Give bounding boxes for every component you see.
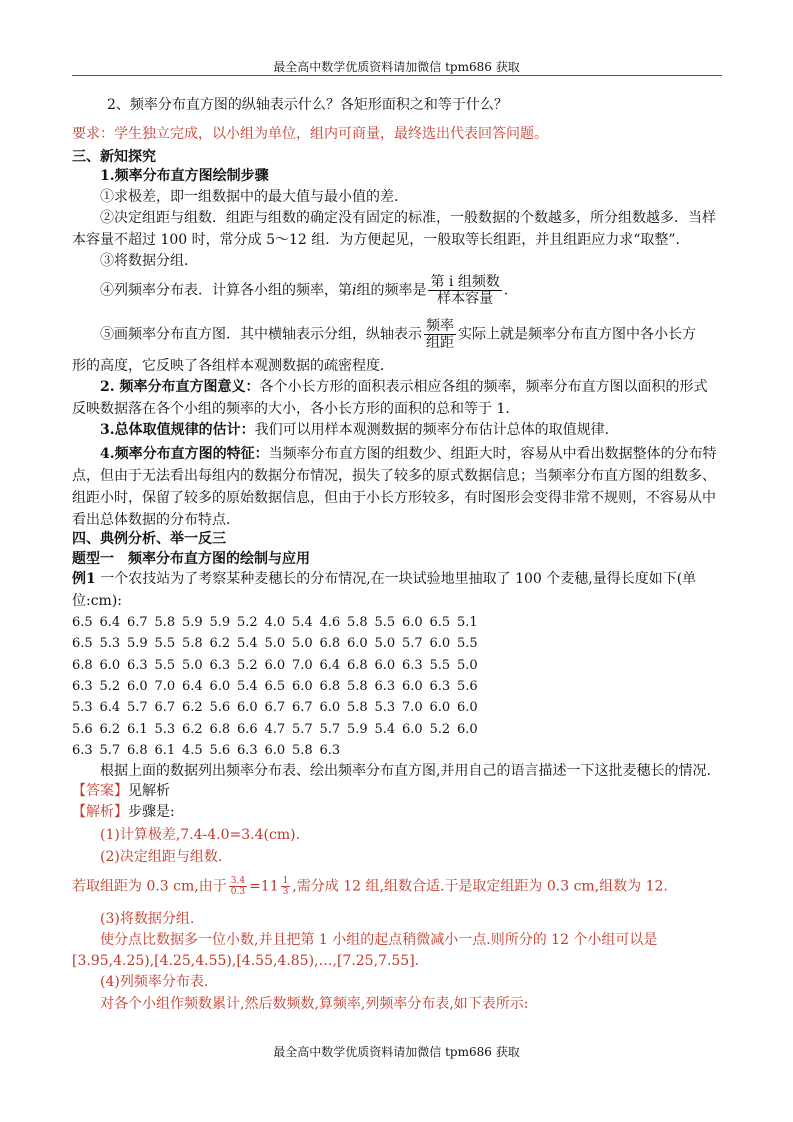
subsection-3 [100,421,619,439]
table-cell: 5.8 [347,615,368,631]
step-4-mid: 组的频率是 [356,282,427,299]
table-cell: 6.8 [319,679,341,695]
table-cell: 6.0 [402,615,423,631]
table-cell: 6.0 [264,742,286,758]
table-cell: 4.0 [264,615,286,631]
table-cell: 7.0 [402,700,423,716]
table-cell: 6.2 [99,721,121,737]
subsection-4 [72,443,720,531]
table-row [72,655,485,676]
page-header: 最全高中数学优质资料请加微信 tpm686 获取 [273,60,520,74]
table-cell: 6.0 [99,657,121,673]
fraction-denominator: 样本容量 [437,291,494,307]
table-cell: 5.7 [127,700,148,716]
table-cell: 6.3 [237,742,258,758]
table-cell: 5.2 [237,615,258,631]
subsection-4-text: 当频率分布直方图的组数少、组距大时，容易从中看出数据整体的分布特点，但由于无法看出每组内的数据分布情况，损失了较多的原式数据信息；当频率分布直方图的组数多、组距小时，保留了较多的原始数据信息，但由于小长方形较多，有时图形会变得非常不规则，不容易从中看出总体数据的分布特点． [72,446,717,528]
table-cell: 5.0 [292,636,313,652]
table-cell: 6.3 [72,679,93,695]
table-cell: 5.5 [374,615,396,631]
table-cell: 5.4 [237,636,258,652]
table-cell: 5.6 [209,700,231,716]
analysis-step-3: (3)将数据分组. [100,911,195,927]
analysis-text: 步骤是: [128,804,175,820]
table-cell: 6.7 [154,700,176,716]
question-2: 2、频率分布直方图的纵轴表示什么？各矩形面积之和等于什么？ [107,97,508,113]
table-cell: 6.0 [402,679,423,695]
table-cell: 5.5 [429,657,451,673]
table-cell: 5.6 [457,679,478,695]
table-cell: 5.1 [457,615,478,631]
table-cell: 5.9 [209,615,231,631]
table-cell: 6.5 [72,615,93,631]
table-cell: 6.4 [319,657,341,673]
answer-text: 见解析 [128,783,170,799]
analysis-step-4: (4)列频率分布表. [100,974,209,990]
table-cell: 6.1 [127,721,148,737]
step-4-fraction [428,274,501,307]
table-row [72,718,485,739]
table-cell: 6.7 [264,700,286,716]
table-cell: 6.0 [457,721,478,737]
step-5-continued: 形的高度，它反映了各组样本观测数据的疏密程度． [72,358,394,374]
table-row [72,740,485,761]
table-cell: 5.0 [374,636,396,652]
table-cell: 6.0 [347,636,368,652]
subsection-2 [72,376,720,420]
table-cell: 6.4 [99,700,121,716]
fraction-numerator: 频率 [426,318,454,334]
answer-line [72,782,170,800]
group-width-text: 若取组距为 0.3 cm,由于 [72,878,227,895]
section-4-title: 四、典例分析、举一反三 [72,531,226,547]
table-cell: 6.8 [72,657,93,673]
table-cell: 5.8 [154,615,176,631]
step-3: ③将数据分组． [100,253,198,269]
table-cell: 6.0 [429,700,451,716]
mixed-number-fraction [281,876,291,897]
table-cell: 6.8 [127,742,148,758]
table-cell: 5.2 [237,657,258,673]
table-cell: 6.2 [182,721,203,737]
step-5 [100,318,696,351]
step-4-var: i [352,282,357,299]
table-cell: 5.7 [292,721,313,737]
step-1: ①求极差，即一组数据中的最大值与最小值的差． [100,189,408,205]
table-cell: 6.8 [319,636,341,652]
table-cell: 5.4 [237,679,258,695]
analysis-step-2: (2)决定组距与组数. [100,849,223,865]
table-cell: 6.3 [209,657,231,673]
analysis-step-1: (1)计算极差,7.4-4.0=3.4(cm). [100,827,301,843]
step-5-fraction [424,318,456,351]
analysis-line [72,803,175,821]
table-cell: 5.9 [182,615,203,631]
analysis-table-intro: 对各个小组作频数累计,然后数频数,算频率,列频率分布表,如下表所示: [100,996,529,1012]
example-1 [72,568,720,612]
table-cell: 5.5 [457,636,478,652]
fraction-denominator: 0.3 [230,887,246,897]
group-width-post: ,需分成 12 组,组数合适.于是取定组距为 0.3 cm,组数为 12. [292,878,668,895]
table-cell: 6.7 [292,700,313,716]
example-1-text: 一个农技站为了考察某种麦穗长的分布情况,在一块试验地里抽取了 100 个麦穗,量得长度如下(单位:cm): [72,571,697,609]
step-4 [100,274,508,307]
group-width-mid: =11 [249,878,279,895]
type-1-title: 题型一 频率分布直方图的绘制与应用 [72,551,310,567]
table-cell: 5.6 [72,721,93,737]
subsection-2-title: 2. 频率分布直方图意义： [100,379,260,395]
subsection-1-title: 1.频率分布直方图绘制步骤 [100,168,269,184]
data-table [72,612,485,761]
table-cell: 5.3 [154,721,176,737]
table-cell: 6.3 [319,742,341,758]
table-cell: 6.5 [264,679,286,695]
table-cell: 6.0 [237,700,258,716]
fraction-denominator: 3 [282,887,289,897]
table-cell: 5.5 [154,657,176,673]
table-cell: 7.0 [154,679,176,695]
example-1-task: 根据上面的数据列出频率分布表、绘出频率分布直方图,并用自己的语言描述一下这批麦穗长的情况. [100,763,711,779]
table-cell: 6.3 [402,657,423,673]
step-5-post: 实际上就是频率分布直方图中各小长方 [458,326,696,343]
analysis-group-width [72,876,668,897]
table-cell: 6.0 [402,721,423,737]
table-cell: 6.3 [72,742,93,758]
table-cell: 5.0 [457,657,478,673]
table-cell: 5.3 [374,700,396,716]
subsection-4-title: 4.频率分布直方图的特征： [100,446,269,462]
table-cell: 4.5 [182,742,203,758]
table-cell: 5.4 [292,615,313,631]
table-cell: 5.5 [154,636,176,652]
table-cell: 6.3 [374,679,396,695]
table-cell: 6.8 [347,657,368,673]
table-cell: 6.5 [72,636,93,652]
table-cell: 5.0 [264,636,286,652]
table-cell: 6.0 [209,679,231,695]
table-cell: 4.6 [319,615,341,631]
table-cell: 6.7 [127,615,148,631]
fraction-numerator: 3.4 [230,876,246,886]
subsection-3-title: 3.总体取值规律的估计： [100,422,255,438]
table-cell: 6.6 [237,721,258,737]
step-5-text: ⑤画频率分布直方图．其中横轴表示分组，纵轴表示 [100,326,422,343]
fraction-numerator: 1 [282,876,289,886]
step-2: ②决定组距与组数．组距与组数的确定没有固定的标准，一般数据的个数越多，所分组数越多．当样本容量不超过 100 时，常分成 5～12 组．为方便起见，一般取等长组距，并且组距应力求“取整”． [72,210,716,248]
table-cell: 4.7 [264,721,286,737]
table-cell: 5.3 [99,636,121,652]
table-cell: 5.7 [402,636,423,652]
table-cell: 6.4 [182,679,203,695]
fraction-numerator: 第 i 组频数 [430,274,500,290]
table-cell: 6.4 [99,615,121,631]
table-cell: 5.6 [209,742,231,758]
table-cell: 6.2 [182,700,203,716]
table-cell: 5.9 [347,721,368,737]
example-1-label: 例1 [72,571,96,587]
header-divider [72,75,722,76]
table-cell: 6.8 [209,721,231,737]
table-cell: 6.0 [457,700,478,716]
analysis-label: 【解析】 [72,804,128,820]
fraction-denominator: 组距 [426,335,454,351]
table-cell: 5.8 [292,742,313,758]
table-cell: 5.7 [319,721,341,737]
table-cell: 5.9 [127,636,148,652]
analysis-intervals: [3.95,4.25),[4.25,4.55),[4.55,4.85),…,[7.25,7.55]. [72,953,420,969]
table-cell: 6.2 [209,636,231,652]
table-row [72,633,485,654]
table-cell: 6.0 [429,636,451,652]
table-row [72,676,485,697]
table-row [72,697,485,718]
requirement-text: 要求：学生独立完成，以小组为单位，组内可商量，最终选出代表回答问题。 [72,126,548,142]
range-over-width-fraction [229,876,247,897]
table-cell: 5.8 [182,636,203,652]
table-cell: 7.0 [292,657,313,673]
table-cell: 6.3 [429,679,451,695]
step-4-end: . [503,282,509,299]
table-row [72,612,485,633]
table-cell: 5.2 [99,679,121,695]
page-footer: 最全高中数学优质资料请加微信 tpm686 获取 [273,1045,520,1059]
table-cell: 6.5 [429,615,451,631]
table-cell: 5.0 [182,657,203,673]
subsection-3-text: 我们可以用样本观测数据的频率分布估计总体的取值规律． [254,422,619,438]
table-cell: 6.0 [374,657,396,673]
table-cell: 5.7 [99,742,121,758]
table-cell: 6.0 [292,679,313,695]
table-cell: 6.0 [319,700,341,716]
table-cell: 5.2 [429,721,451,737]
table-cell: 6.1 [154,742,176,758]
table-cell: 5.4 [374,721,396,737]
table-cell: 6.0 [264,657,286,673]
table-cell: 5.3 [72,700,93,716]
section-3-title: 三、新知探究 [72,149,156,165]
table-cell: 6.3 [127,657,148,673]
step-4-text: ④列频率分布表．计算各小组的频率，第 [100,282,352,299]
table-cell: 5.8 [347,700,368,716]
subsection-2-text: 各个小长方形的面积表示相应各组的频率，频率分布直方图以面积的形式反映数据落在各个小组的频率的大小，各小长方形的面积的总和等于 1. [72,379,708,417]
table-cell: 5.8 [347,679,368,695]
analysis-grouping-rule: 使分点比数据多一位小数,并且把第 1 小组的起点稍微减小一点.则所分的 12 个小组可以是 [100,932,658,948]
table-cell: 6.0 [127,679,148,695]
answer-label: 【答案】 [72,783,128,799]
